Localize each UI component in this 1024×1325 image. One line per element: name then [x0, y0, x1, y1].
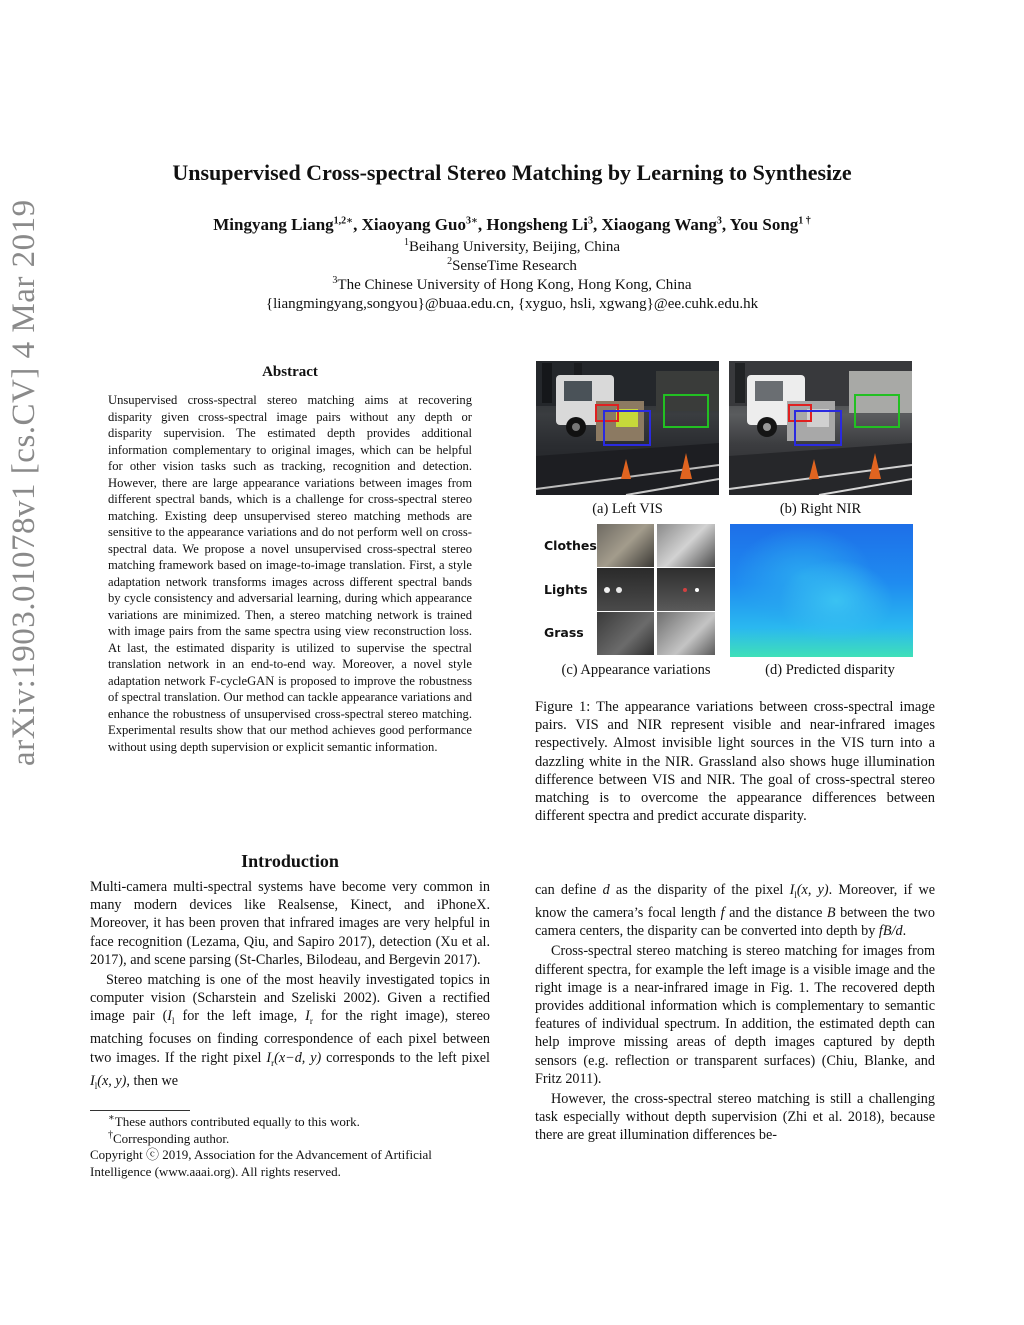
subcaption-c: (c) Appearance variations — [561, 662, 711, 678]
patch-clothes-vis — [597, 524, 654, 567]
right-column-body — [535, 881, 935, 1145]
author-name: Xiaoyang Guo — [361, 215, 466, 234]
intro-paragraph-1: Multi-camera multi-spectral systems have become very common in many modern devices like Realsense, Kinect, and iPhoneX. Moreover, it has been proven that infrared images are very helpful in face recognition (Lezama, Qiu, and Sapiro 2017), detection (Xu et al. 2017), and scene parsing (St-Charles, Bilodeau, and Bergevin 2017). — [90, 879, 490, 968]
row-label-clothes: Clothes — [544, 538, 597, 553]
patch-lights-nir — [657, 568, 715, 611]
left-vis-image — [536, 361, 719, 495]
subcaption-a: (a) Left VIS — [592, 501, 663, 517]
affiliation-2: $^2$SenseTime Research — [447, 256, 577, 274]
light-dots — [597, 568, 654, 611]
introduction-heading: Introduction — [241, 851, 339, 871]
row-label-lights: Lights — [544, 582, 588, 597]
light-dots-nir — [657, 568, 715, 611]
intro-paragraph-2: Stereo matching is one of the most heavily investigated topics in computer vision (Scharstein and Szeliski 2002). Given a rectified image pair ($I_l$ for the left image, $I_r$ for the right image), stereo matching focuses on finding correspondence of each pixel between two images. If the right pixel $I_r(x-d$, y) corresponds to the left pixel $I_l(x$, y), then we — [90, 972, 490, 1091]
right-paragraph-2: Cross-spectral stereo matching is stereo matching for images from different spectra, for example the left image is a visible image and the right image is a near-infrared image in Fig. 1. The recovered depth provides additional information which is complementary to semantic features of individual spectrum. In addition, the estimated depth can help improve missing areas of depth images captured by depth sensors (e.g. reflection or transparent surfaces) (Chiu, Blanke, and Fritz 2011). — [535, 943, 935, 1087]
subcaption-d: (d) Predicted disparity — [765, 662, 895, 678]
figure-1-caption: Figure 1: The appearance variations between cross-spectral image pairs. VIS and NIR represent visible and near-infrared images respectively. Almost invisible light sources in the VIS turn into a dazzling white in the NIR. Grassland also shows huge illumination difference between VIS and NIR. The goal of cross-spectral stereo matching is to overcome the appearance differences between different spectra and predict accurate disparity. — [535, 699, 935, 825]
right-paragraph-3: However, the cross-spectral stereo matching is still a challenging task especially without depth supervision (Zhi et al. 2018), because there are great illumination differences be- — [535, 1091, 935, 1144]
patch-clothes-nir — [657, 524, 715, 567]
footnote-rule — [90, 1110, 190, 1111]
author-list: Mingyang Liang$^{1,2∗}$, Xiaoyang Guo$^{3∗}$, Hongsheng Li$^3$, Xiaogang Wang$^3$, You Song$^{1 \dagger}$ — [213, 215, 811, 234]
author-name: Xiaogang Wang — [601, 215, 717, 234]
author-name: Mingyang Liang — [213, 215, 334, 234]
author-name: You Song — [729, 215, 799, 234]
footnotes — [90, 1110, 490, 1180]
author-emails: {liangmingyang,songyou}@buaa.edu.cn, {xyguo, hsli, xgwang}@ee.cuhk.edu.hk — [265, 296, 759, 312]
abstract-heading: Abstract — [262, 364, 318, 380]
paper-title: Unsupervised Cross-spectral Stereo Matching by Learning to Synthesize — [172, 160, 852, 185]
patch-grass-nir — [657, 612, 715, 655]
affiliation-3: $^3$The Chinese University of Hong Kong, Hong Kong, China — [332, 275, 692, 293]
introduction-body — [90, 878, 490, 1095]
row-label-grass: Grass — [544, 625, 584, 640]
author-name: Hongsheng Li — [486, 215, 588, 234]
footnote-1: ∗These authors contributed equally to this work. — [108, 1112, 360, 1129]
arxiv-side-stamp: arXiv:1903.01078v1 [cs.CV] 4 Mar 2019 — [6, 199, 42, 766]
right-nir-image — [729, 361, 912, 495]
right-nir-scene — [729, 361, 912, 495]
patch-lights-vis — [597, 568, 654, 611]
left-vis-scene — [536, 361, 719, 495]
predicted-disparity-map — [730, 524, 913, 657]
subcaption-b: (b) Right NIR — [779, 501, 862, 517]
right-paragraph-1: can define d as the disparity of the pixel $I_l(x$, y). Moreover, if we know the camera’s focal length f and the distance B between the two camera centers, the disparity can be converted into depth by fB/d. — [535, 882, 936, 940]
patch-grass-vis — [597, 612, 654, 655]
footnote-2: †Corresponding author. — [108, 1129, 230, 1146]
abstract-text: Unsupervised cross-spectral stereo matching aims at recovering disparity given cross-spectral image pairs without any depth or disparity supervision. The estimated depth provides additional information complementary to original images, which can be helpful for other vision tasks such as tracking, recognition and detection. However, there are large appearance variations between images from different spectral bands, which is a challenge for cross-spectral stereo matching. Existing deep unsupervised stereo matching methods are sensitive to the appearance variations and do not perform well on cross-spectral data. We propose a novel unsupervised cross-spectral stereo matching framework based on image-to-image translation. First, a style adaptation network transforms images across different spectral bands by cycle consistency and adversarial learning, during which appearance variations are minimized. Then, a stereo matching network is trained with image pairs from the same spectra using view reconstruction loss. At last, the estimated disparity is utilized to supervise the spectral translation network in an end-to-end way. Moreover, a novel style adaptation network F-cycleGAN is proposed to improve the robustness of spectral translation. Our method can tackle appearance variations and enhance the robustness of unsupervised cross-spectral stereo matching. Experimental results show that our method achieves good performance without using depth supervision or explicit semantic information. — [108, 393, 472, 754]
copyright-notice: Copyright ⓒ 2019, Association for the Advancement of Artificial Intelligence (www.aaai.org). All rights reserved. — [90, 1147, 432, 1179]
affiliation-1: $^1$Beihang University, Beijing, China — [403, 237, 621, 255]
